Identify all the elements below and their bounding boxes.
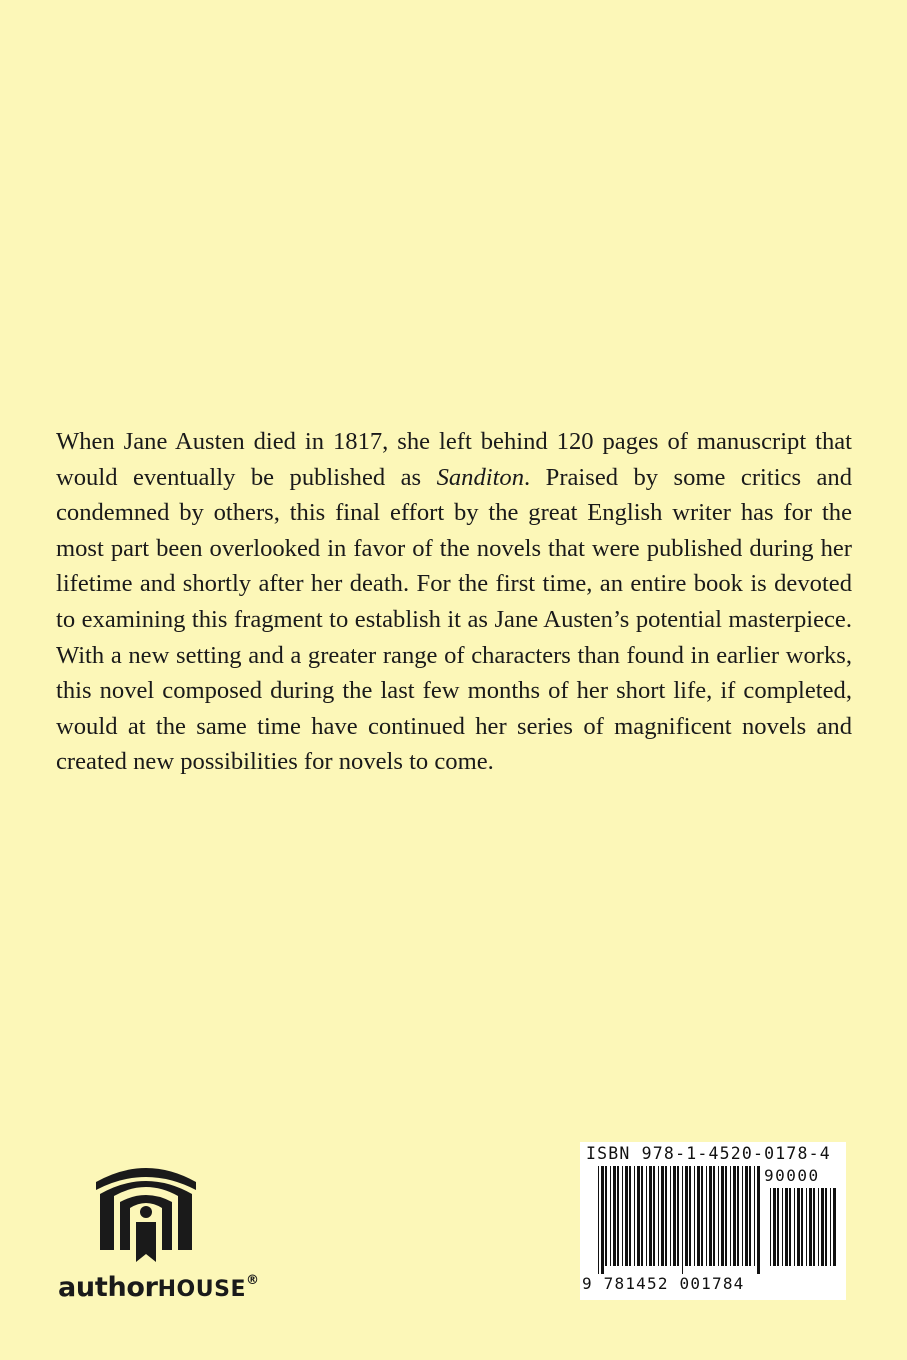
price-code: 90000: [764, 1166, 820, 1185]
registered-mark: ®: [246, 1273, 259, 1288]
isbn-barcode: [580, 1142, 846, 1300]
barcode-digits: 9 781452 001784: [582, 1274, 745, 1293]
blurb-text-2: . Praised by some critics and condemned by others, this final effort by the great English writer has for the most part been overlooked in favor of the novels that were published during her lifetime and shortly after her death. For the first time, an entire book is devoted to examining this fragment to establish it as Jane Austen’s potential masterpiece. With a new setting and a greater range of characters than found in earlier works, this novel composed during the last few months of her short life, if completed, would at the same time have continued her series of magnificent novels and created new possibilities for novels to come.: [56, 463, 853, 776]
book-title-sanditon: Sanditon: [436, 463, 525, 491]
authorhouse-book-arch-icon: [92, 1158, 200, 1266]
ean13-bars: [598, 1166, 762, 1274]
isbn-number: ISBN 978-1-4520-0178-4: [586, 1144, 831, 1163]
addon-bars: [770, 1188, 836, 1274]
blurb-text-1: When Jane Austen died in 1817, she left behind 120 pages of manuscript that would eventually be published as: [56, 428, 852, 491]
publisher-logo: [58, 1158, 258, 1308]
publisher-name-caps: HOUSE: [157, 1277, 246, 1302]
back-cover-blurb: [56, 424, 852, 780]
publisher-name: [58, 1272, 268, 1303]
publisher-name-lower: author: [58, 1272, 158, 1303]
